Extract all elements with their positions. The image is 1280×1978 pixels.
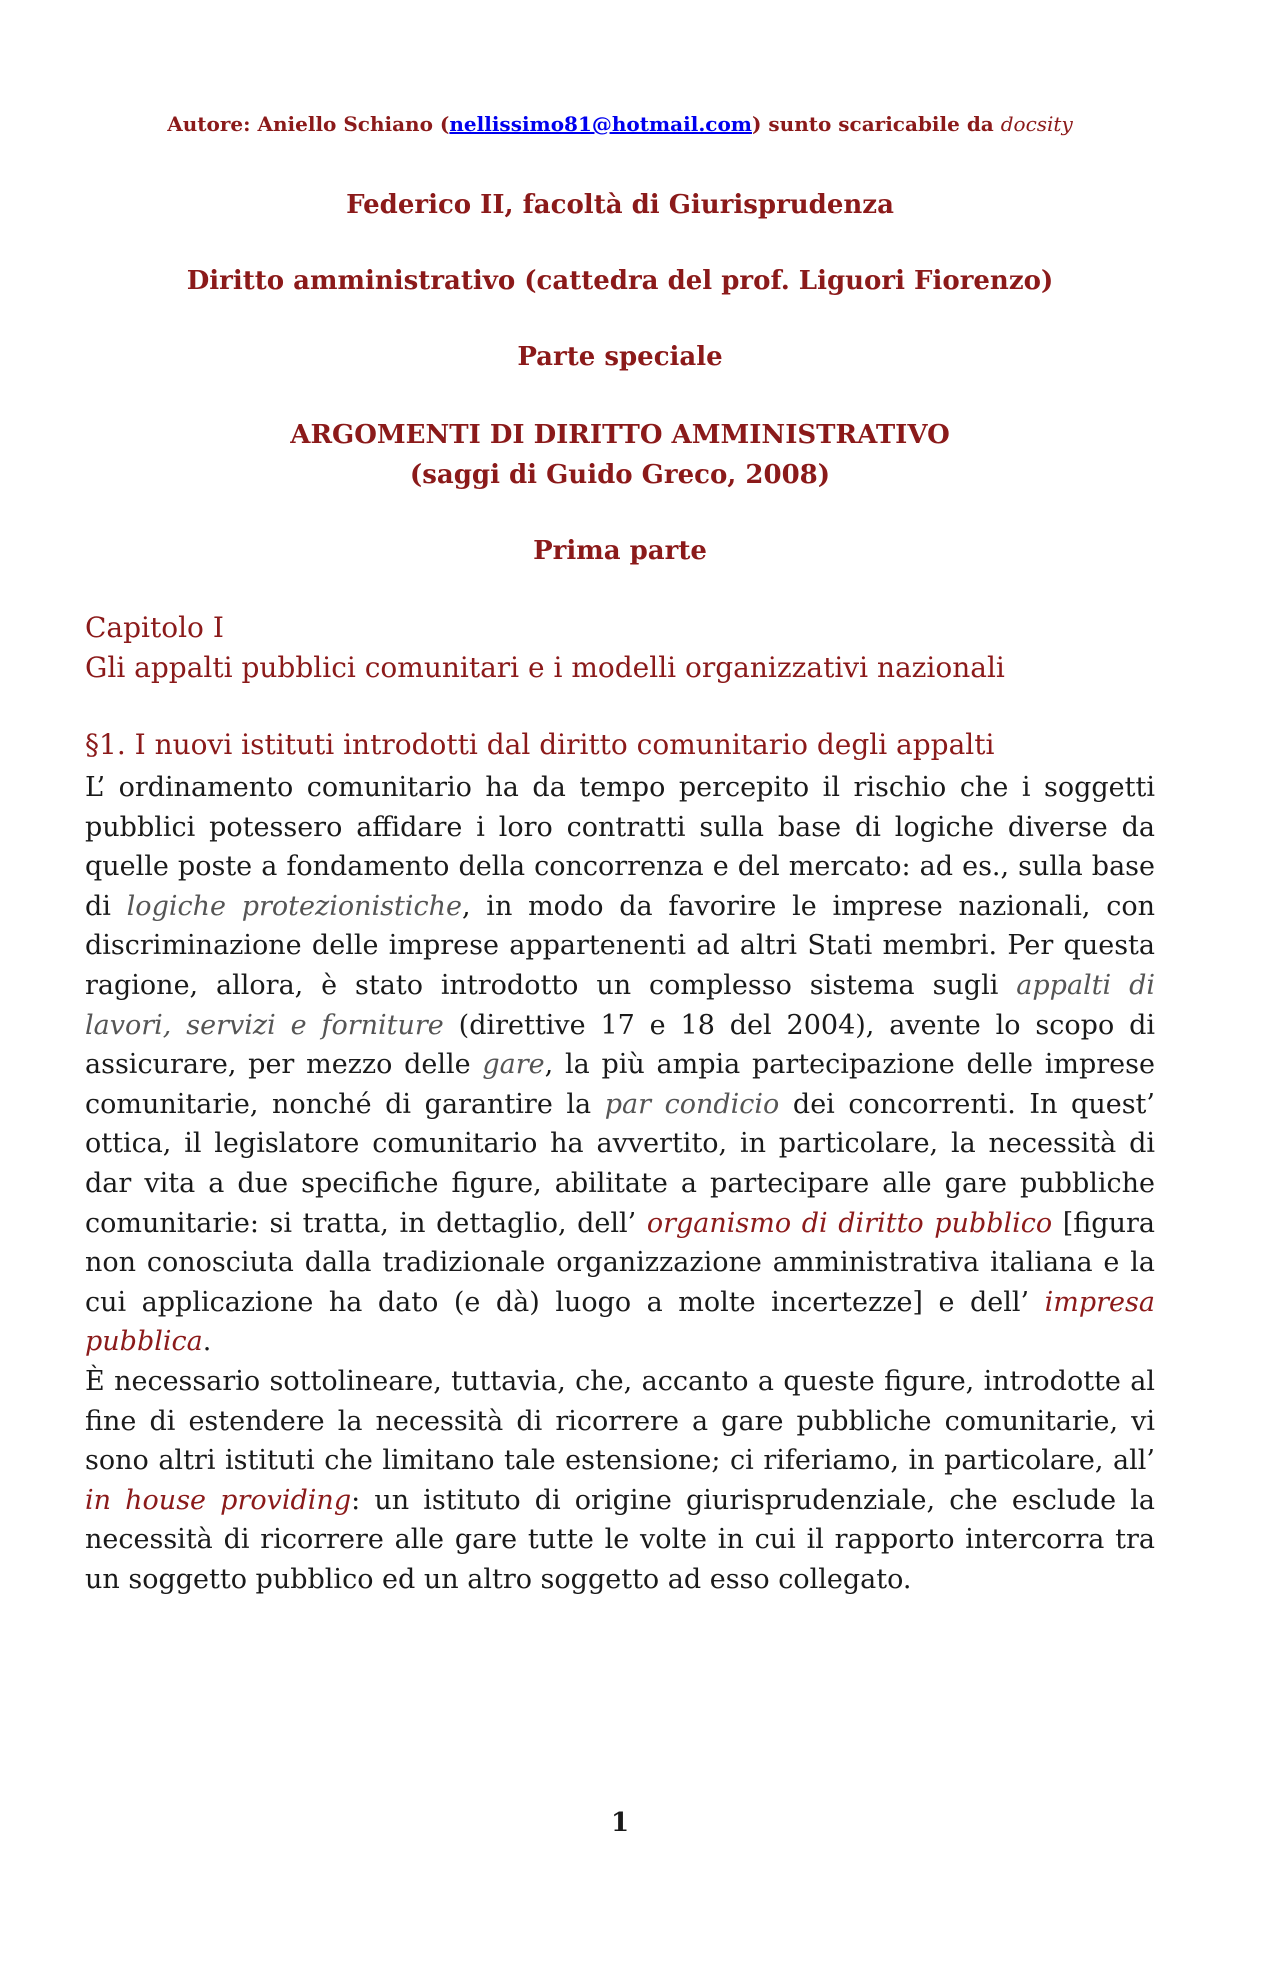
page-number: 1 [610,1808,630,1838]
course-title: Diritto amministrativo (cattedra del prof. Liguori Fiorenzo) [186,266,1054,296]
text-run: dei concorrenti. In quest’ ottica, il legislatore comunitario ha avvertito, in particolare, la necessità di dar vita a due specifiche figure, abilitate a partecipare alle gare pubbliche comunitarie: si tratta, in dettaglio, dell’ [85,1088,1155,1239]
text-run: È necessario sottolineare, tuttavia, che, accanto a queste figure, introdotte al fine di estendere la necessità di ricorrere a gare pubbliche comunitarie, vi sono altri istituti che limitano tale estensione; ci riferiamo, in particolare, all’ [85,1365,1155,1477]
emphasis-organismo: organismo di diritto pubblico [646,1207,1053,1239]
emphasis-logiche-protezionistiche: logiche protezionistiche [126,890,462,922]
text-run: [figura non conosciuta dalla tradizionale organizzazione amministrativa italiana e la cui applicazione ha dato (e dà) luogo a molte incertezze] e dell’ [85,1207,1155,1318]
main-title: ARGOMENTI DI DIRITTO AMMINISTRATIVO [290,420,950,450]
emphasis-in-house: in house providing [85,1484,352,1516]
chapter-label: Capitolo I [85,611,224,644]
paragraph-2 [85,1362,1155,1600]
text-run: . [202,1326,212,1358]
paragraph-1 [85,768,1155,1362]
section-title: §1. I nuovi istituti introdotti dal diritto comunitario degli appalti [85,728,995,761]
emphasis-par-condicio: par condicio [604,1088,780,1120]
text-run: L’ ordinamento comunitario ha da tempo percepito il rischio che i soggetti pubblici potessero affidare i loro contratti sulla base di logiche diverse da quelle poste a fondamento della concorrenza e del mercato: ad es., sulla base di [85,772,1155,922]
text-run: , in modo da favorire le imprese nazionali, con discriminazione delle imprese appartenenti ad altri Stati membri. Per questa ragione, allora, è stato introdotto un complesso sistema sugli [85,890,1155,1001]
emphasis-appalti: appalti di lavori, servizi e forniture [85,969,1155,1041]
first-part-title: Prima parte [533,536,707,566]
body-text [85,768,1155,1599]
text-run: , la più ampia partecipazione delle imprese comunitarie, nonché di garantire la [85,1049,1155,1120]
brand-name: docsity [1000,112,1073,136]
text-run: (direttive 17 e 18 del 2004), avente lo scopo di assicurare, per mezzo delle [85,1009,1156,1081]
author-line [0,112,1240,136]
text-run: : un istituto di origine giurisprudenziale, che esclude la necessità di ricorrere alle gare tutte le volte in cui il rapporto intercorra tra un soggetto pubblico ed un altro soggetto ad esso collegato. [85,1484,1155,1595]
emphasis-impresa-pubblica: impresa pubblica [85,1286,1155,1358]
emphasis-gare: gare [482,1049,545,1081]
email-link[interactable]: nellissimo81@hotmail.com [449,112,752,136]
university-title: Federico II, facoltà di Giurisprudenza [346,190,894,220]
part-label: Parte speciale [517,342,723,372]
author-mid: ) sunto scaricabile da [751,112,1001,136]
author-prefix: Autore: Aniello Schiano ( [167,112,450,136]
main-subtitle: (saggi di Guido Greco, 2008) [409,460,831,490]
chapter-title: Gli appalti pubblici comunitari e i modelli organizzativi nazionali [85,651,1005,684]
